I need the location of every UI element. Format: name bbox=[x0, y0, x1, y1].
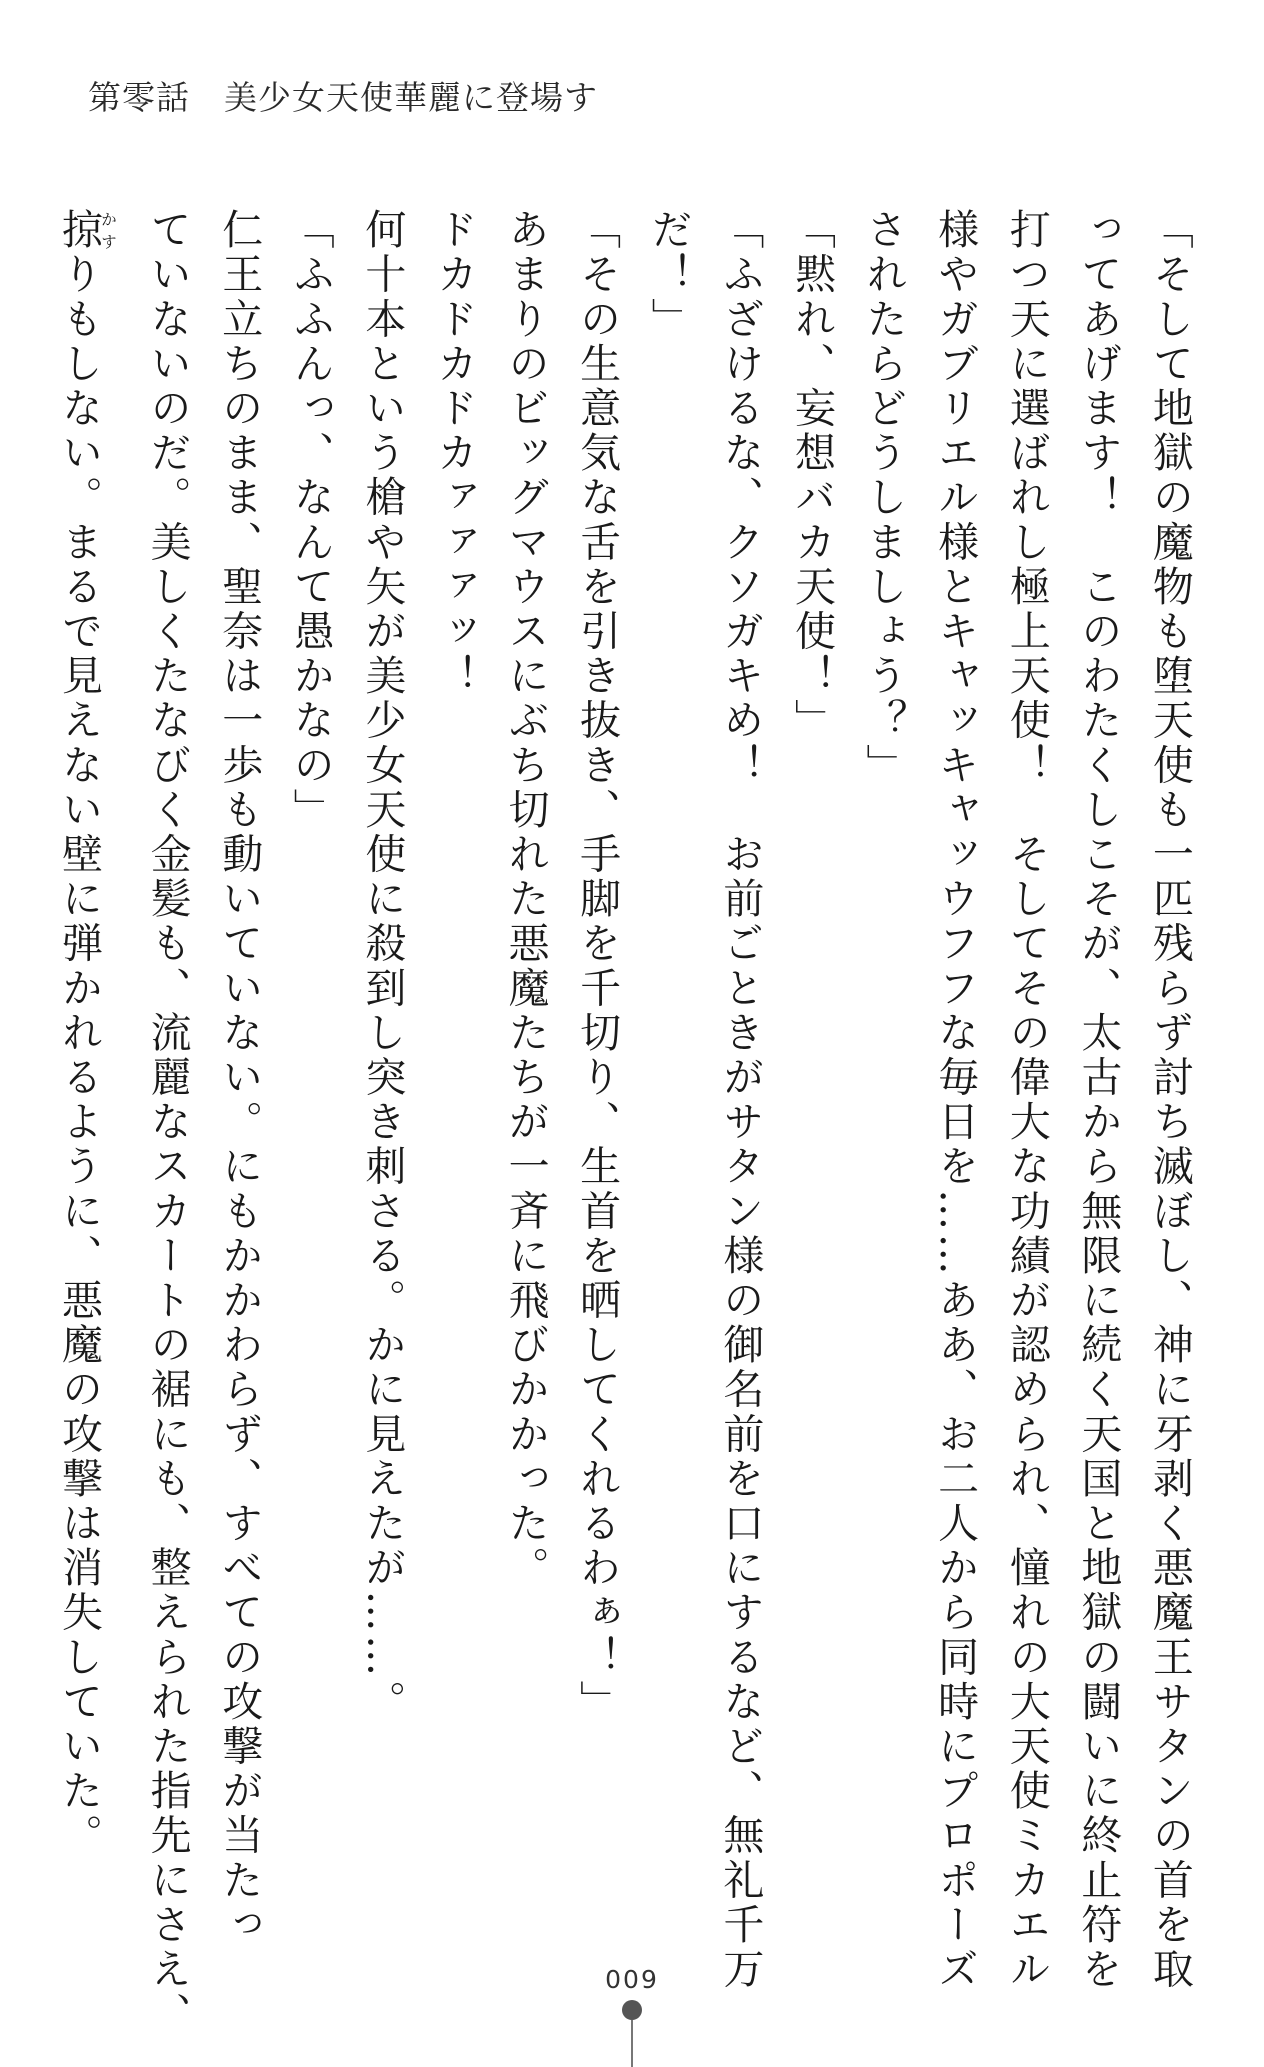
text-column: 「そして地獄の魔物も堕天使も一匹残らず討ち滅ぼし、神に牙剥く悪魔王サタンの首を取 bbox=[1145, 208, 1194, 1992]
running-header bbox=[88, 72, 598, 119]
folio-ornament bbox=[622, 2000, 642, 2067]
text-column: 打つ天に選ばれし極上天使！ そしてその偉大な功績が認められ、憧れの大天使ミカエル bbox=[1002, 208, 1051, 1992]
text-column: ていないのだ。美しくたなびく金髪も、流麗なスカートの裾にも、整えられた指先にさえ、 bbox=[143, 208, 192, 2037]
chapter-title: 美少女天使華麗に登場す bbox=[224, 78, 598, 117]
folio-line bbox=[631, 2020, 633, 2067]
folio-dot bbox=[622, 2000, 642, 2020]
ruby-base: 掠 bbox=[55, 208, 103, 253]
text-column: だ！」 bbox=[644, 208, 693, 342]
ruby-reading: かす bbox=[98, 208, 118, 253]
page-number: 009 bbox=[605, 1965, 659, 1994]
text-column: 「ふざけるな、クソガキめ！ お前ごときがサタン様の御名前を口にするなど、無礼千万 bbox=[716, 208, 765, 1992]
text-column: あまりのビッグマウスにぶち切れた悪魔たちが一斉に飛びかかった。 bbox=[501, 208, 550, 1591]
text-column: 様やガブリエル様とキャッキャッウフフな毎日を……ああ、お二人から同時にプロポーズ bbox=[931, 208, 980, 1992]
text-column: 「その生意気な舌を引き抜き、手脚を千切り、生首を晒してくれるわぁ！」 bbox=[573, 208, 622, 1725]
furigana-word bbox=[55, 208, 118, 253]
text-column: 「ふふんっ、なんて愚かなの」 bbox=[286, 208, 335, 833]
chapter-label: 第零話 bbox=[88, 78, 190, 117]
text-column: 「黙れ、妄想バカ天使！」 bbox=[787, 208, 836, 744]
text-column: 仁王立ちのまま、聖奈は一歩も動いていない。にもかかわらず、すべての攻撃が当たっ bbox=[215, 208, 264, 1948]
text-column: ってあげます！ このわたくしこそが、太古から無限に続く天国と地獄の闘いに終止符を bbox=[1074, 208, 1123, 1992]
text-column-last bbox=[55, 208, 118, 1859]
text-column: 何十本という槍や矢が美少女天使に殺到し突き刺さる。かに見えたが……。 bbox=[358, 208, 407, 1725]
text-column: ドカドカドカァァァッ！ bbox=[429, 208, 478, 699]
text-column: されたらどうしましょう？」 bbox=[859, 208, 908, 788]
text-run: りもしない。まるで見えない壁に弾かれるように、悪魔の攻撃は消失していた。 bbox=[55, 252, 103, 1859]
